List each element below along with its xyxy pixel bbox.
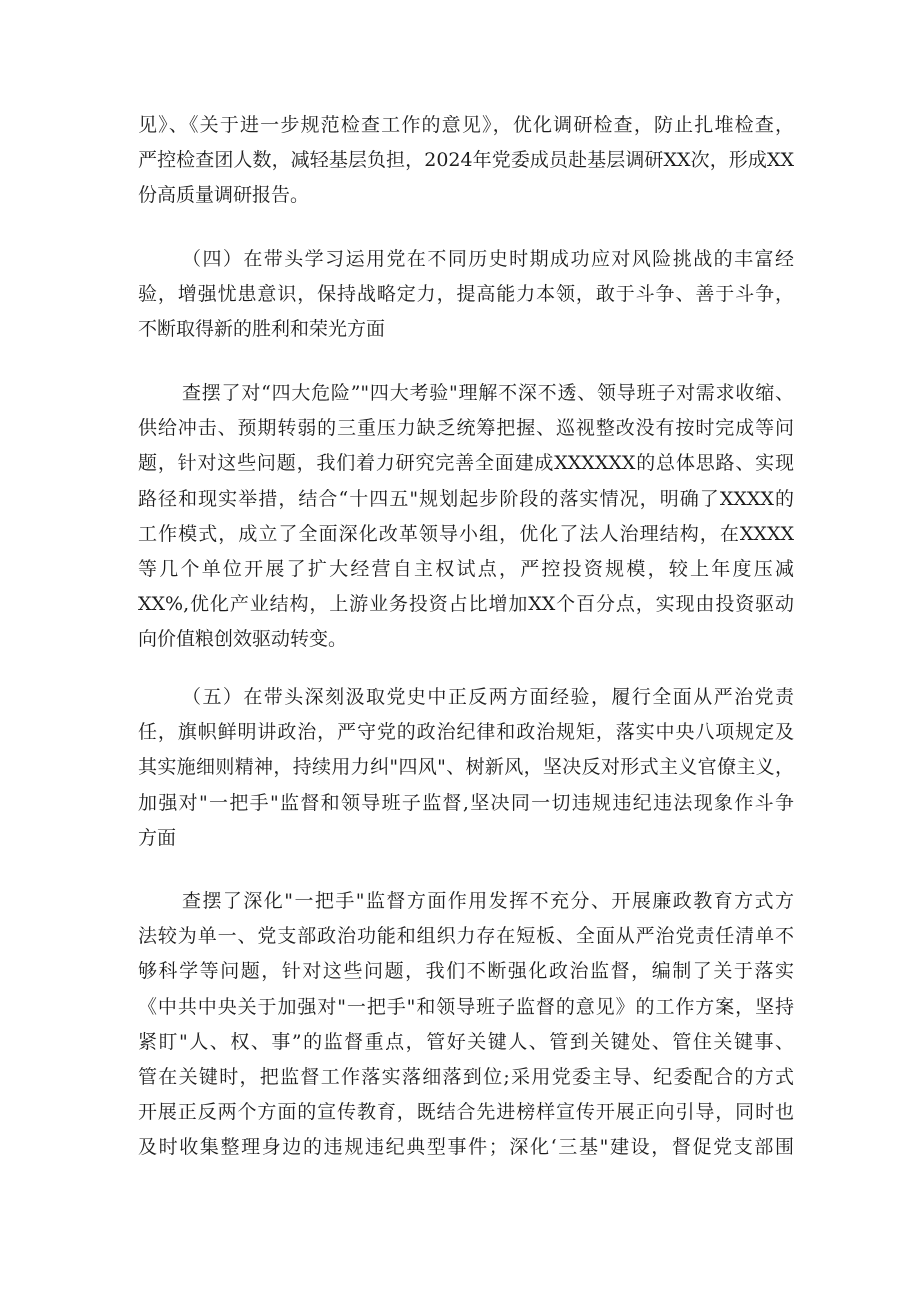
text-line: 向价值粮创效驱动转变。 [138, 628, 348, 651]
text-line: 加强对"一把手"监督和领导班子监督,坚决同一切违规违纪违法现象作斗争 [138, 791, 794, 814]
text-line: 供给冲击、预期转弱的三重压力缺乏统筹把握、巡视整改没有按时完成等问 [138, 417, 794, 440]
paragraph-body-5 [138, 884, 794, 1166]
text-line: 方面 [138, 826, 177, 849]
text-line: XX%,优化产业结构，上游业务投资占比增加XX个百分点，实现由投资驱动 [138, 593, 794, 616]
text-line: 等几个单位开展了扩大经营自主权试点，严控投资规模，较上年度压减 [138, 557, 794, 580]
section-heading-5 [138, 680, 794, 856]
text-line: 任，旗帜鲜明讲政治，严守党的政治纪律和政治规矩，落实中央八项规定及 [138, 721, 794, 744]
text-line: 工作模式，成立了全面深化改革领导小组，优化了法人治理结构，在XXXX [138, 522, 794, 545]
text-line: 路径和现实举措，结合“十四五"规划起步阶段的落实情况，明确了XXXX的 [138, 487, 794, 510]
text-line: 不断取得新的胜利和荣光方面 [138, 318, 386, 341]
text-line: 《中共中央关于加强对"一把手"和领导班子监督的意见》的工作方案，坚持 [138, 995, 794, 1018]
text-line: 见》、《关于进一步规范检查工作的意见》，优化调研检查，防止扎堆检查， [138, 114, 794, 136]
text-line: 严控检查团人数，减轻基层负担，2024年党委成员赴基层调研XX次，形成XX [138, 149, 794, 172]
text-line: 够科学等问题，针对这些问题，我们不断强化政治监督，编制了关于落实 [138, 960, 794, 983]
text-line: 管在关键时，把监督工作落实落细落到位;采用党委主导、纪委配合的方式 [138, 1065, 794, 1088]
text-line: 题，针对这些问题，我们着力研究完善全面建成XXXXXX的总体思路、实现 [138, 452, 794, 475]
text-line: 其实施细则精神，持续用力纠"四风"、树新风，坚决反对形式主义官僚主义， [138, 756, 794, 779]
section-heading-4 [138, 242, 794, 348]
text-line: 查摆了对“四大危险”"四大考验"理解不深不透、领导班子对需求收缩、 [182, 382, 794, 404]
text-line: （四）在带头学习运用党在不同历史时期成功应对风险挑战的丰富经 [182, 248, 794, 270]
text-line: 验，增强忧患意识，保持战略定力，提高能力本领，敢于斗争、善于斗争， [138, 283, 794, 306]
text-line: 开展正反两个方面的宣传教育，既结合先进榜样宣传开展正向引导，同时也 [138, 1101, 794, 1124]
text-line: 紧盯"人、权、事”的监督重点，管好关键人、管到关键处、管住关键事、 [138, 1030, 794, 1053]
text-line: 份高质量调研报告。 [138, 184, 310, 207]
text-line: 法较为单一、党支部政治功能和组织力存在短板、全面从严治党责任清单不 [138, 925, 794, 948]
text-line: 查摆了深化"一把手"监督方面作用发挥不充分、开展廉政教育方式方 [182, 890, 794, 912]
paragraph-body-4 [138, 376, 794, 658]
text-line: 及时收集整理身边的违规违纪典型事件；深化‘三基"建设，督促党支部围 [138, 1136, 794, 1159]
paragraph-continuation [138, 108, 794, 214]
text-line: （五）在带头深刻汲取党史中正反两方面经验，履行全面从严治党责 [182, 686, 794, 708]
